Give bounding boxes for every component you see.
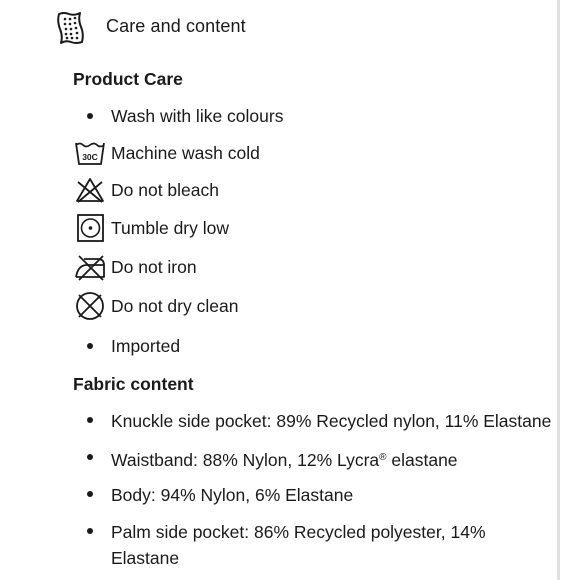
product-care-title: Product Care: [73, 69, 183, 89]
section-header-title: Care and content: [106, 16, 246, 36]
do-not-iron-icon: [74, 252, 106, 282]
care-item: Wash with like colours: [74, 101, 283, 131]
bullet-icon: [74, 519, 106, 534]
do-not-dry-clean-icon: [74, 291, 106, 321]
fabric-content-title: Fabric content: [73, 374, 194, 394]
bullet-icon: [74, 445, 106, 460]
svg-text:30C: 30C: [82, 152, 98, 162]
tumble-dry-low-icon: [74, 213, 106, 243]
care-item: Do not dry clean: [74, 291, 238, 321]
care-content-header: [56, 10, 88, 46]
care-item: Tumble dry low: [74, 213, 229, 243]
care-item: Do not iron: [74, 252, 197, 282]
fabric-item: Palm side pocket: 86% Recycled polyester, 14% Elastane: [74, 519, 494, 571]
fabric-item: Knuckle side pocket: 89% Recycled nylon, 11% Elastane: [74, 408, 554, 434]
fabric-swatch-icon: [56, 10, 88, 46]
care-item: Do not bleach: [74, 175, 219, 205]
care-item: Imported: [74, 331, 180, 361]
bullet-icon: [74, 408, 106, 423]
fabric-item: Waistband: 88% Nylon, 12% Lycra® elastane: [74, 445, 554, 473]
scrollbar[interactable]: [557, 0, 560, 580]
bullet-icon: [74, 113, 106, 119]
fabric-item: Body: 94% Nylon, 6% Elastane: [74, 482, 554, 508]
wash-30c-icon: [74, 138, 106, 168]
bullet-icon: [74, 482, 106, 497]
do-not-bleach-icon: [74, 175, 106, 205]
bullet-icon: [74, 343, 106, 349]
care-item: 30C Machine wash cold: [74, 138, 260, 168]
